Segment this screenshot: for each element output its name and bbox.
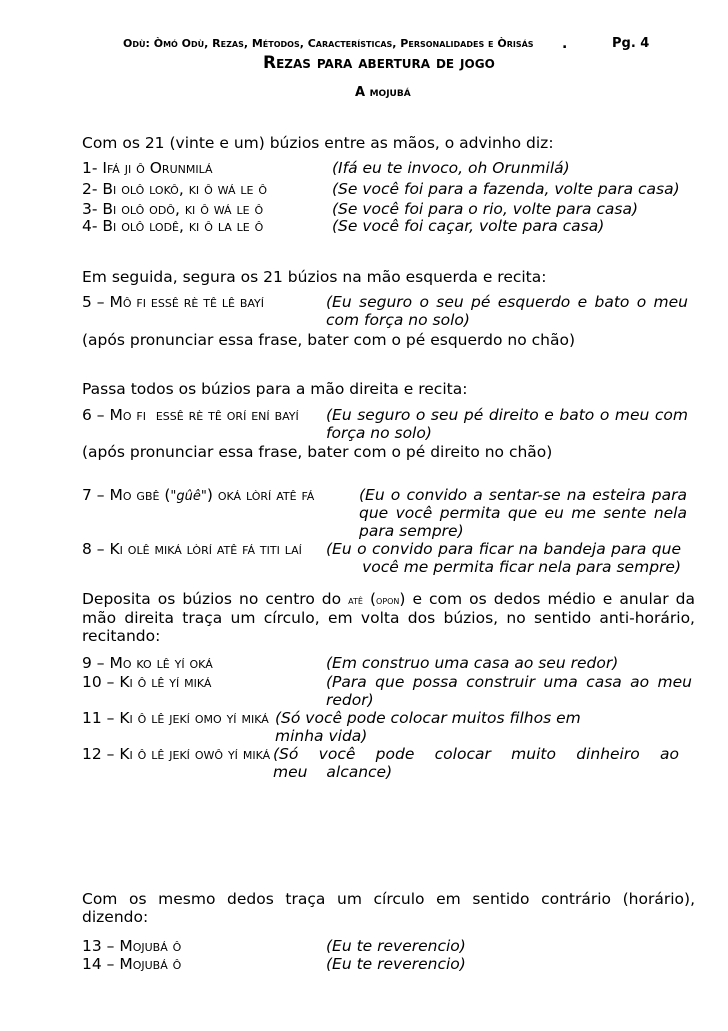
item-9-yoruba: 9 – Mo ko lê yí oká [82, 654, 213, 672]
item-5-note: (após pronunciar essa frase, bater com o pé esquerdo no chão) [82, 331, 575, 349]
item-7-yoruba: 7 – Mo gbê ("gûê") oká lòrí atê fá [82, 486, 315, 504]
item-14-yoruba: 14 – Mojubá ô [82, 955, 182, 973]
item-13-yoruba: 13 – Mojubá ô [82, 937, 182, 955]
intro-paragraph-5: Com os mesmo dedos traça um círculo em sentido contrário (horário), dizendo: [82, 890, 695, 926]
invocation-2-yoruba: 2- Bi olô lokô, ki ô wá le ô [82, 180, 268, 198]
item-12-yoruba: 12 – Ki ô lê jekí owô yí miká [82, 745, 271, 763]
item-6-translation: (Eu seguro o seu pé direito e bato o meu com força no solo) [326, 406, 688, 442]
invocation-1-translation: (Ifá eu te invoco, oh Orunmilá) [332, 159, 570, 177]
invocation-4-translation: (Se você foi caçar, volte para casa) [332, 217, 605, 235]
item-11-translation: (Só você pode colocar muitos filhos em minha vida) [275, 709, 581, 745]
item-7-translation: (Eu o convido a sentar-se na esteira para que você permita que eu me sente nela para sempre) [359, 486, 687, 540]
item-8-yoruba: 8 – Ki olê miká lòrí atê fá titi laí [82, 540, 302, 558]
subsection-title: A mojubá [355, 85, 411, 100]
running-header: Odù: Òmó Odù, Rezas, Métodos, Características, Personalidades e Òrisás [123, 37, 534, 50]
intro-paragraph-4: Deposita os búzios no centro do atê (opon) e com os dedos médio e anular da mão direita traça um círculo, em volta dos búzios, no sentido anti-horário, recitando: [82, 590, 695, 645]
invocation-3-translation: (Se você foi para o rio, volte para casa) [332, 200, 639, 218]
item-12-translation: (Só você pode colocar muito dinheiro ao meu alcance) [273, 745, 679, 781]
intro-paragraph-1: Com os 21 (vinte e um) búzios entre as mãos, o advinho diz: [82, 134, 554, 152]
section-title: Rezas para abertura de jogo [263, 53, 495, 73]
item-5-translation: (Eu seguro o seu pé esquerdo e bato o meu com força no solo) [326, 293, 688, 329]
header-dot: . [562, 36, 568, 52]
intro-paragraph-2: Em seguida, segura os 21 búzios na mão esquerda e recita: [82, 268, 547, 286]
invocation-3-yoruba: 3- Bi olô odô, ki ô wá le ô [82, 200, 264, 218]
item-11-yoruba: 11 – Ki ô lê jekí omo yí miká [82, 709, 269, 727]
item-6-note: (após pronunciar essa frase, bater com o pé direito no chão) [82, 443, 553, 461]
item-10-yoruba: 10 – Ki ô lê yí miká [82, 673, 212, 691]
item-14-translation: (Eu te reverencio) [326, 955, 466, 973]
item-6-yoruba: 6 – Mo fi essê rè tê orí ení bayí [82, 406, 299, 424]
invocation-1-yoruba: 1- Ifá ji ô Orunmilá [82, 159, 213, 177]
item-10-translation: (Para que possa construir uma casa ao meu redor) [326, 673, 692, 709]
invocation-4-yoruba: 4- Bi olô lodê, ki ô la le ô [82, 217, 264, 235]
page-number: Pg. 4 [612, 36, 650, 51]
invocation-2-translation: (Se você foi para a fazenda, volte para casa) [332, 180, 680, 198]
intro-paragraph-3: Passa todos os búzios para a mão direita e recita: [82, 380, 468, 398]
item-13-translation: (Eu te reverencio) [326, 937, 466, 955]
item-8-translation: (Eu o convido para ficar na bandeja para que você me permita ficar nela para sempre) [326, 540, 681, 576]
item-9-translation: (Em construo uma casa ao seu redor) [326, 654, 619, 672]
item-5-yoruba: 5 – Mô fi essê rè tê lê bayí [82, 293, 265, 311]
